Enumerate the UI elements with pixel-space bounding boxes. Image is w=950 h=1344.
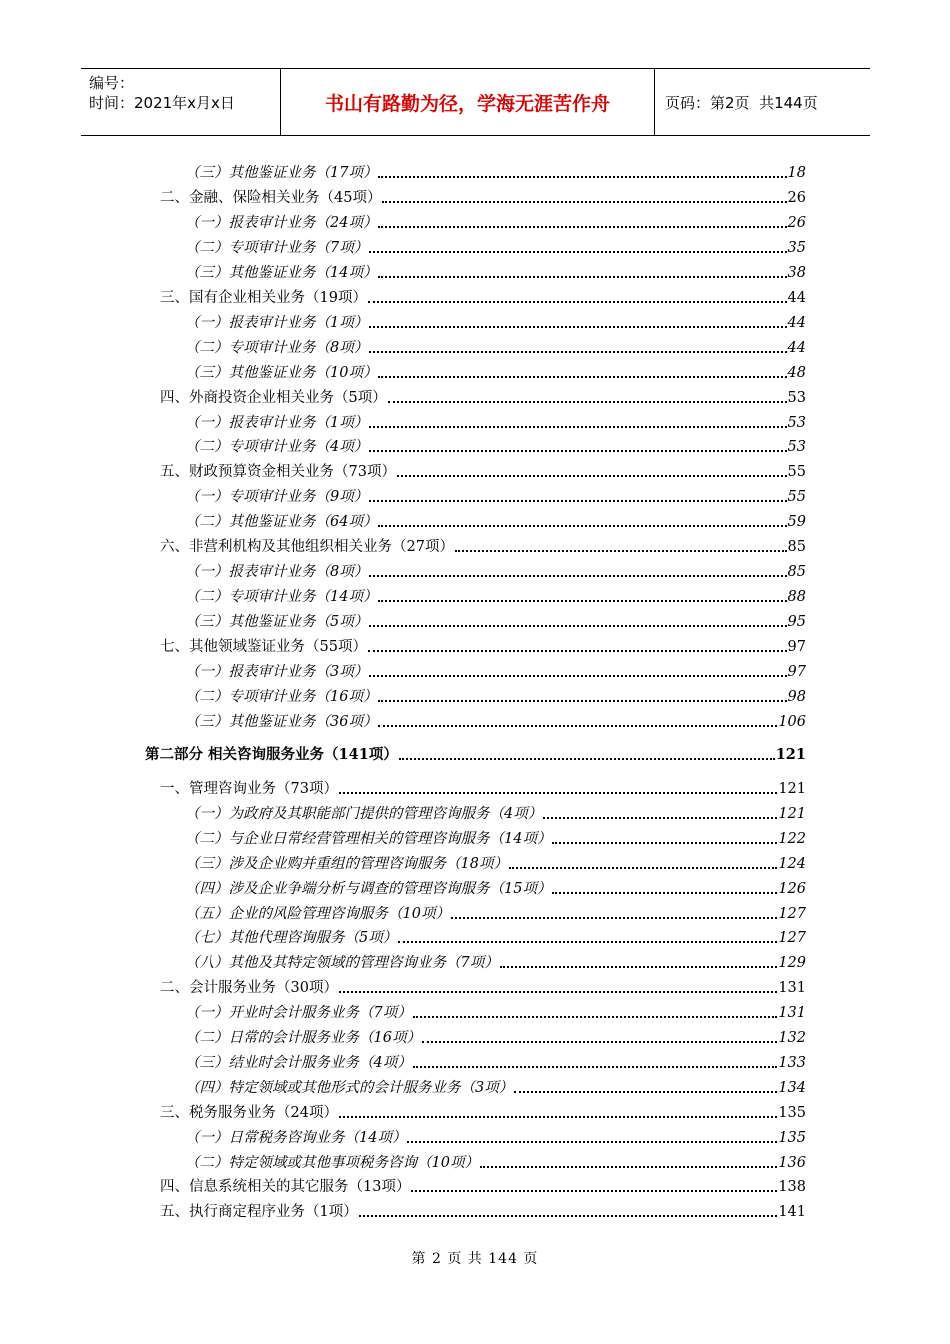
toc-dot-leader [369, 575, 786, 577]
toc-entry[interactable] [160, 459, 806, 481]
toc-entry-page: 97 [787, 639, 806, 656]
toc-entry-title: 四、外商投资企业相关业务（5项） [160, 389, 387, 406]
toc-dot-leader [411, 1190, 777, 1192]
toc-entry-page: 18 [787, 165, 806, 181]
toc-dot-leader [382, 201, 786, 203]
toc-entry[interactable] [160, 1100, 806, 1122]
toc-entry-title: （一）报表审计业务（3项） [185, 664, 369, 680]
toc-entry-page: 38 [787, 264, 806, 281]
toc-entry-title: 三、税务服务业务（24项） [160, 1104, 338, 1121]
toc-entry-title: 二、金融、保险相关业务（45项） [160, 189, 382, 206]
toc-entry-title: 七、其他领域鉴证业务（55项） [160, 639, 367, 656]
toc-entry[interactable] [185, 410, 806, 432]
toc-entry-title: 二、会计服务业务（30项） [160, 980, 338, 997]
toc-entry-page: 55 [787, 489, 806, 506]
toc-entry-page: 131 [778, 1005, 806, 1022]
toc-entry[interactable] [185, 335, 806, 357]
toc-dot-leader [480, 1166, 777, 1168]
toc-entry-page: 127 [778, 905, 806, 922]
toc-dot-leader [368, 301, 787, 303]
toc-dot-leader [378, 700, 786, 702]
toc-entry[interactable] [185, 1050, 806, 1072]
toc-entry[interactable] [185, 1025, 806, 1047]
toc-entry-page: 55 [787, 464, 806, 481]
toc-entry-title: （二）专项审计业务（4项） [185, 439, 369, 456]
toc-entry[interactable] [160, 975, 806, 997]
toc-entry-title: （三）涉及企业购并重组的管理咨询服务（18项） [185, 855, 508, 872]
toc-entry-page: 48 [787, 364, 806, 381]
toc-dot-leader [378, 600, 786, 602]
toc-entry-title: （三）其他鉴证业务（36项） [185, 713, 378, 730]
toc-dot-leader [369, 450, 786, 452]
toc-dot-leader [422, 1041, 777, 1043]
toc-entry-page: 85 [787, 564, 806, 581]
toc-dot-leader [378, 226, 786, 228]
toc-entry[interactable] [185, 1125, 806, 1147]
toc-entry-title: （二）专项审计业务（16项） [185, 688, 378, 705]
toc-entry-page: 121 [778, 781, 806, 797]
toc-entry-page: 133 [778, 1054, 806, 1071]
toc-part-heading[interactable] [145, 742, 806, 764]
header-meta [81, 69, 281, 135]
toc-dot-leader [339, 792, 777, 794]
toc-entry-title: （二）专项审计业务（14项） [185, 589, 378, 606]
toc-dot-leader [500, 966, 778, 968]
toc-entry[interactable] [160, 634, 806, 656]
toc-entry-page: 44 [787, 314, 806, 331]
toc-entry-page: 127 [778, 930, 806, 947]
toc-entry-page: 44 [787, 289, 806, 306]
toc-entry[interactable] [185, 876, 806, 898]
toc-entry-page: 85 [787, 539, 806, 556]
toc-entry-page: 132 [778, 1030, 806, 1046]
toc-entry[interactable] [185, 584, 806, 606]
toc-entry[interactable] [160, 534, 806, 556]
toc-entry-title: （八）其他及其特定领域的管理咨询业务（7项） [185, 955, 499, 972]
toc-entry-page: 121 [778, 805, 806, 822]
toc-dot-leader [388, 401, 787, 403]
toc-dot-leader [407, 1141, 777, 1143]
toc-dot-leader [543, 817, 777, 819]
toc-dot-leader [398, 941, 777, 943]
toc-entry-title: 五、执行商定程序业务（1项） [160, 1204, 358, 1221]
toc-entry-title: （二）特定领域或其他事项税务咨询（10项） [185, 1154, 479, 1171]
toc-entry-page: 121 [775, 746, 806, 763]
toc-entry-title: （一）日常税务咨询业务（14项） [185, 1129, 407, 1146]
toc-dot-leader [359, 1215, 778, 1217]
toc-entry-title: （二）其他鉴证业务（64项） [185, 514, 378, 531]
toc-dot-leader [369, 351, 786, 353]
toc-entry-page: 59 [787, 514, 806, 531]
toc-dot-leader [451, 917, 777, 919]
toc-dot-leader [397, 475, 787, 477]
toc-entry-page: 134 [778, 1079, 806, 1096]
toc-entry[interactable] [185, 360, 806, 382]
toc-entry-page: 88 [787, 589, 806, 606]
header-number-label: 编号： [89, 74, 135, 92]
toc-entry-title: 三、国有企业相关业务（19项） [160, 289, 367, 306]
page-footer: 第 2 页 共 144 页 [411, 1251, 539, 1267]
toc-entry-title: （三）其他鉴证业务（14项） [185, 264, 378, 281]
toc-entry-page: 97 [787, 664, 806, 680]
toc-entry[interactable] [185, 684, 806, 706]
toc-entry-page: 141 [778, 1204, 806, 1221]
toc-dot-leader [413, 1066, 778, 1068]
toc-entry[interactable] [185, 1150, 806, 1172]
toc-entry-title: 四、信息系统相关的其它服务（13项） [160, 1179, 411, 1196]
toc-entry[interactable] [160, 385, 806, 407]
toc-entry[interactable] [185, 310, 806, 332]
toc-entry[interactable] [185, 709, 806, 731]
toc-entry-page: 138 [778, 1179, 806, 1196]
toc-entry-page: 106 [778, 713, 806, 730]
header-page-info [655, 69, 870, 135]
toc-entry-page: 135 [778, 1129, 806, 1146]
toc-entry-title: （二）专项审计业务（8项） [185, 339, 369, 356]
toc-entry-page: 136 [778, 1154, 806, 1171]
toc-entry-page: 35 [787, 239, 806, 256]
toc-entry-title: 六、非营利机构及其他组织相关业务（27项） [160, 539, 454, 556]
toc-entry-page: 95 [787, 614, 806, 631]
toc-dot-leader [509, 867, 777, 869]
toc-entry-title: 第二部分 相关咨询服务业务（141项） [145, 746, 398, 763]
toc-entry[interactable] [185, 484, 806, 506]
toc-entry-page: 53 [787, 414, 806, 431]
toc-entry-page: 26 [787, 214, 806, 231]
toc-entry-title: （三）结业时会计服务业务（4项） [185, 1054, 412, 1071]
toc-entry-title: （三）其他鉴证业务（17项） [185, 165, 378, 181]
toc-entry-title: （二）日常的会计服务业务（16项） [185, 1030, 421, 1046]
toc-entry-title: 五、财政预算资金相关业务（73项） [160, 464, 396, 481]
toc-dot-leader [378, 176, 786, 178]
toc-dot-leader [399, 758, 775, 760]
toc-entry[interactable] [185, 659, 806, 681]
toc-entry[interactable] [185, 1000, 806, 1022]
toc-dot-leader [339, 991, 777, 993]
toc-entry-title: （五）企业的风险管理咨询服务（10项） [185, 905, 450, 922]
toc-entry[interactable] [185, 509, 806, 531]
toc-dot-leader [514, 1091, 777, 1093]
toc-entry-page: 129 [778, 955, 806, 972]
toc-entry-page: 26 [787, 189, 806, 206]
toc-entry-title: （三）其他鉴证业务（5项） [185, 614, 369, 631]
toc-entry[interactable] [185, 260, 806, 282]
toc-dot-leader [455, 550, 787, 552]
toc-entry[interactable] [185, 559, 806, 581]
toc-entry[interactable] [185, 950, 806, 972]
toc-entry-title: 一、管理咨询业务（73项） [160, 781, 338, 797]
toc-dot-leader [378, 525, 786, 527]
toc-entry[interactable] [160, 1199, 806, 1221]
toc-entry[interactable] [160, 776, 806, 798]
toc-entry-title: （四）特定领域或其他形式的会计服务业务（3项） [185, 1079, 514, 1096]
toc-entry-page: 44 [787, 339, 806, 356]
toc-entry-title: （二）与企业日常经营管理相关的管理咨询服务（14项） [185, 830, 552, 847]
toc-entry-title: （一）开业时会计服务业务（7项） [185, 1005, 412, 1022]
header-motto: 书山有路勤为径，学海无涯苦作舟 [281, 69, 655, 135]
toc-dot-leader [369, 251, 786, 253]
toc-entry-title: （四）涉及企业争端分析与调查的管理咨询服务（15项） [185, 880, 552, 897]
toc-entry[interactable] [160, 285, 806, 307]
toc-entry[interactable] [160, 185, 806, 207]
toc-entry-page: 131 [778, 980, 806, 997]
header-page-info-text: 页码：第2页 共144页 [665, 93, 818, 112]
toc-dot-leader [378, 276, 786, 278]
toc-dot-leader [339, 1116, 777, 1118]
toc-dot-leader [369, 426, 786, 428]
toc-entry[interactable] [185, 160, 806, 182]
toc-entry-page: 135 [778, 1104, 806, 1121]
toc-entry-page: 98 [787, 688, 806, 705]
toc-entry-title: （一）报表审计业务（1项） [185, 314, 369, 331]
toc-entry[interactable] [185, 1075, 806, 1097]
header-time-label: 时间：2021年x月x日 [89, 94, 235, 112]
toc-entry-title: （一）为政府及其职能部门提供的管理咨询服务（4项） [185, 805, 543, 822]
page-header [81, 68, 870, 136]
toc-dot-leader [369, 500, 786, 502]
toc-entry-page: 124 [778, 855, 806, 872]
toc-entry-title: （一）报表审计业务（1项） [185, 414, 369, 431]
toc-entry-page: 53 [787, 439, 806, 456]
toc-entry[interactable] [185, 925, 806, 947]
toc-dot-leader [552, 842, 777, 844]
toc-dot-leader [369, 675, 786, 677]
toc-dot-leader [552, 892, 777, 894]
toc-entry-title: （三）其他鉴证业务（10项） [185, 364, 378, 381]
toc-dot-leader [413, 1016, 778, 1018]
toc-entry[interactable] [185, 210, 806, 232]
toc-dot-leader [368, 650, 787, 652]
toc-entry[interactable] [185, 851, 806, 873]
toc-dot-leader [369, 326, 786, 328]
toc-dot-leader [369, 625, 786, 627]
toc-entry[interactable] [185, 609, 806, 631]
toc-dot-leader [378, 725, 777, 727]
toc-entry[interactable] [185, 826, 806, 848]
toc-entry-title: （七）其他代理咨询服务（5项） [185, 930, 398, 947]
toc-entry-title: （一）专项审计业务（9项） [185, 489, 369, 506]
toc-entry-page: 53 [787, 389, 806, 406]
toc-entry[interactable] [185, 901, 806, 923]
toc-entry[interactable] [160, 1174, 806, 1196]
toc-entry-title: （一）报表审计业务（24项） [185, 214, 378, 231]
toc-entry[interactable] [185, 434, 806, 456]
toc-dot-leader [378, 376, 786, 378]
toc-entry-title: （一）报表审计业务（8项） [185, 564, 369, 581]
toc-entry-page: 126 [778, 880, 806, 897]
toc-entry-title: （二）专项审计业务（7项） [185, 239, 369, 256]
toc-entry[interactable] [185, 235, 806, 257]
toc-entry[interactable] [185, 801, 806, 823]
toc-entry-page: 122 [778, 830, 806, 847]
